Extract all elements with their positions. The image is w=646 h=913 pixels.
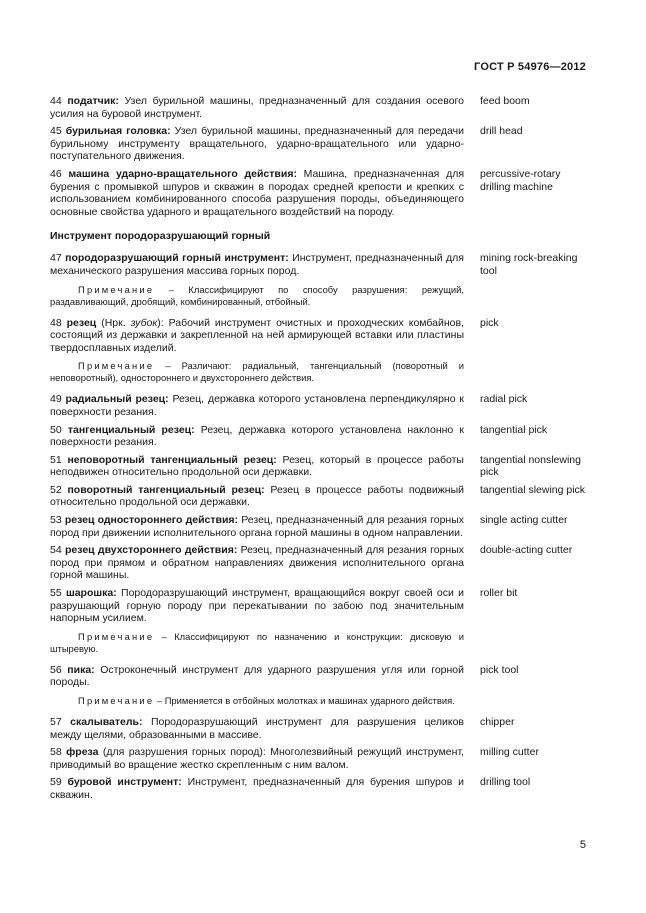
term-definition: Резец, предназначенный для резания горных пород при прямом и обратном направлениях движения исполнительного органа горной машины. — [50, 544, 465, 582]
note-label: Примечание — [78, 283, 155, 295]
term-number: 59 — [50, 776, 62, 789]
term-entry-52 — [50, 484, 590, 509]
term-name: резец — [66, 316, 97, 329]
note-55 — [50, 631, 464, 655]
term-number: 45 — [50, 125, 62, 138]
term-name: резец двухстороннего действия: — [64, 544, 238, 557]
term-number: 54 — [50, 544, 62, 557]
term-name: машина ударно-вращательного действия: — [68, 167, 297, 180]
note-text: – Применяется в отбойных молотках и машинах ударного действия. — [154, 695, 455, 706]
term-number: 48 — [50, 316, 62, 329]
note-text: – Классифицируют по назначению и конструкции: дисковую и штыревую. — [50, 630, 464, 654]
term-english: drilling tool — [480, 776, 531, 789]
term-name: резец одностороннего действия: — [64, 514, 239, 527]
term-number: 47 — [50, 252, 62, 265]
term-name: шарошка: — [65, 587, 117, 600]
term-entry-56 — [50, 664, 590, 689]
term-name: податчик: — [67, 95, 119, 107]
term-definition: Резец, державка которого установлена наклонно к поверхности резания. — [50, 423, 465, 449]
term-english: percussive-rotary drilling machine — [480, 167, 561, 193]
term-definition: Узел бурильной машины, предназначенный для передачи бурильному инструменту вращательного, ударно-вращательного или ударно-поступательного движения. — [50, 125, 465, 163]
note-47 — [50, 284, 464, 308]
term-english: radial pick — [480, 393, 528, 406]
term-entry-49 — [50, 393, 590, 418]
term-pre: (Нрк. — [96, 316, 131, 329]
term-english: double-acting cutter — [480, 544, 573, 557]
section-title: Инструмент породоразрушающий горный — [50, 230, 271, 243]
term-number: 56 — [50, 663, 62, 676]
note-56 — [50, 695, 464, 707]
term-english: drill head — [480, 125, 523, 138]
term-english: tangential nonslewing pick — [480, 453, 581, 479]
term-name: бурильная головка: — [65, 125, 171, 138]
term-entry-53 — [50, 514, 590, 539]
term-definition: Машина, предназначенная для бурения с промывкой шпуров и скважин в породах средней крепости и крепких с использованием комбинированного способа разрушения породы, объединяющего основные свойства ударного и вращательного воздействий на породу. — [50, 167, 465, 218]
note-text: – Различают: радиальный, тангенциальный (поворотный и неповоротный), одностороннего и двухстороннего действия. — [50, 360, 464, 384]
note-text: – Классифицируют по способу разрушения: режущий, раздавливающий, дробящий, комбинированный, отбойный. — [50, 283, 464, 307]
term-definition: ): Рабочий инструмент очистных и проходческих комбайнов, состоящий из державки и закрепленной на ней армирующей вставки или пластины твердосплавных изделий. — [50, 316, 465, 354]
term-number: 53 — [50, 514, 62, 527]
note-label: Примечание — [78, 360, 155, 372]
term-number: 55 — [50, 587, 62, 600]
term-number: 50 — [50, 423, 62, 436]
term-english: pick — [480, 316, 499, 329]
term-definition: Инструмент, предназначенный для бурения шпуров и скважин. — [50, 776, 465, 801]
standard-header: ГОСТ Р 54976—2012 — [474, 61, 586, 73]
term-alt: зубок — [130, 316, 158, 329]
term-name: скалыватель: — [70, 716, 143, 728]
term-english: tangential slewing pick — [480, 483, 586, 496]
term-number: 49 — [50, 393, 62, 406]
term-entry-46 — [50, 168, 590, 218]
term-english: tangential pick — [480, 423, 548, 436]
term-english: feed boom — [480, 95, 530, 107]
term-english: mining rock-breaking tool — [480, 252, 578, 277]
term-english: roller bit — [480, 587, 518, 600]
term-entry-57 — [50, 716, 590, 741]
term-entry-48 — [50, 317, 590, 355]
term-definition: Породоразрушающий инструмент для разрушения целиков между щелями, образованными в массиве. — [50, 716, 465, 741]
term-name: неповоротный тангенциальный резец: — [67, 453, 277, 466]
term-definition: (для разрушения горных пород): Многолезвийный режущий инструмент, приводимый во вращение жестко скрепленным с ним валом. — [50, 746, 465, 771]
document-body — [50, 95, 590, 807]
term-name: пика: — [67, 663, 95, 676]
term-entry-51 — [50, 454, 590, 479]
note-label: Примечание — [78, 630, 155, 642]
term-name: тангенциальный резец: — [67, 423, 195, 436]
page-number: 5 — [579, 839, 586, 851]
term-name: радиальный резец: — [65, 393, 169, 406]
term-definition: Резец, предназначенный для резания горных пород при движении исполнительного органа горной машины в одном направлении. — [50, 514, 465, 539]
term-english: single acting cutter — [480, 514, 568, 527]
term-entry-55 — [50, 587, 590, 625]
term-definition: Инструмент, предназначенный для механического разрушения массива горных пород. — [50, 252, 464, 277]
term-name: фреза — [66, 746, 99, 759]
term-entry-47 — [50, 252, 590, 277]
term-definition: Резец, державка которого установлена перпендикулярно к поверхности резания. — [50, 393, 465, 418]
term-entry-44 — [50, 95, 590, 120]
term-number: 58 — [50, 746, 62, 759]
term-english: pick tool — [480, 663, 519, 676]
term-number: 46 — [50, 167, 62, 180]
term-entry-58 — [50, 746, 590, 771]
term-english: chipper — [480, 716, 515, 728]
term-number: 44 — [50, 95, 62, 107]
term-name: буровой инструмент: — [67, 776, 182, 789]
term-definition: Породоразрушающий инструмент, вращающийся вокруг своей оси и разрушающий горную породу при перекатывании по забою под значительным напорным усилием. — [50, 587, 465, 625]
note-label: Примечание — [78, 695, 155, 706]
term-name: породоразрушающий горный инструмент: — [65, 252, 289, 265]
term-definition: Остроконечный инструмент для ударного разрушения угля или горной породы. — [50, 663, 465, 689]
term-entry-45 — [50, 125, 590, 163]
term-number: 51 — [50, 453, 62, 466]
term-definition: Резец, который в процессе работы неподвижен относительно продольной оси державки. — [50, 453, 464, 479]
term-entry-59 — [50, 776, 590, 801]
term-english: milling cutter — [480, 746, 539, 759]
term-number: 57 — [50, 716, 62, 728]
note-48 — [50, 360, 464, 384]
term-name: поворотный тангенциальный резец: — [67, 483, 265, 496]
term-definition: Резец в процессе работы подвижный относительно продольной оси державки. — [50, 483, 464, 509]
term-entry-50 — [50, 424, 590, 449]
term-entry-54 — [50, 544, 590, 582]
term-definition: Узел бурильной машины, предназначенный для создания осевого усилия на буровой инструмент. — [50, 95, 464, 120]
term-number: 52 — [50, 483, 62, 496]
